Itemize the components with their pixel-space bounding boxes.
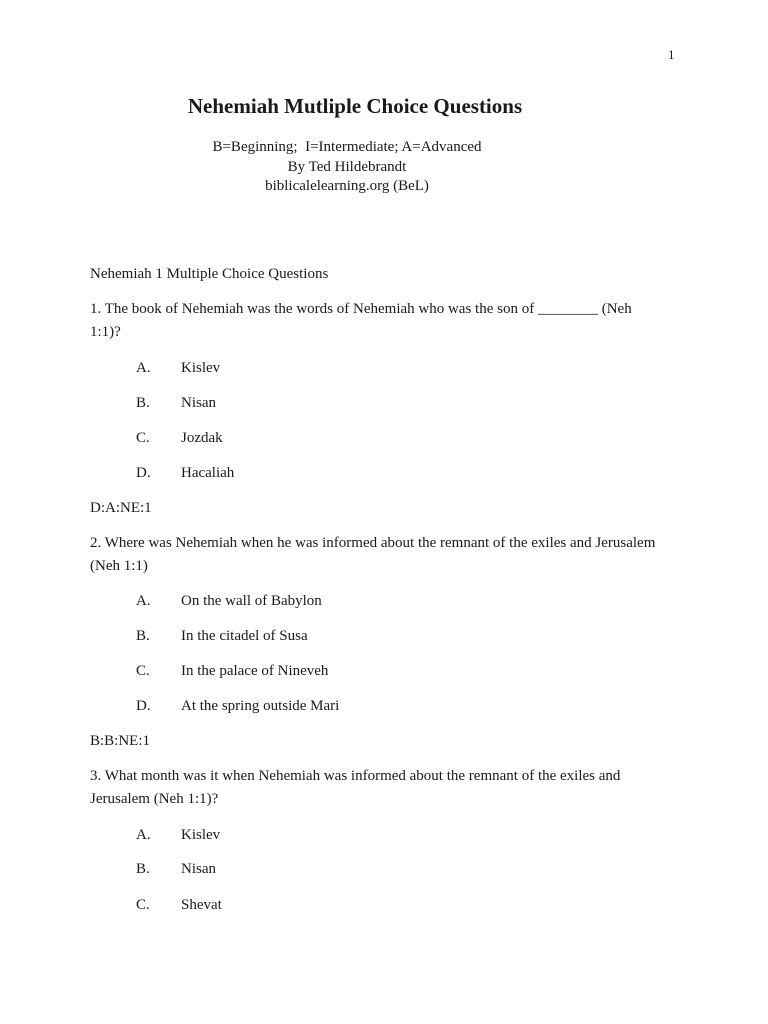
author-line: By Ted Hildebrandt <box>287 158 407 175</box>
option-text: In the palace of Nineveh <box>181 662 329 679</box>
option-text: Kislev <box>181 826 221 843</box>
question-2-text: 2. Where was Nehemiah when he was informed about the remnant of the exiles and Jerusalem (Neh 1:1) <box>90 535 656 574</box>
question-2-option-c <box>136 661 328 681</box>
option-letter: C. <box>136 896 150 913</box>
option-letter: A. <box>136 826 151 843</box>
page-number: 1 <box>668 47 675 62</box>
question-2-option-a <box>136 591 322 611</box>
option-text: Jozdak <box>181 429 223 446</box>
website-line: biblicalelearning.org (BeL) <box>265 178 429 194</box>
question-3-text: 3. What month was it when Nehemiah was informed about the remnant of the exiles and Jerusalem (Neh 1:1)? <box>90 768 621 807</box>
option-text: At the spring outside Mari <box>181 697 340 714</box>
question-1-text: 1. The book of Nehemiah was the words of Nehemiah who was the son of ________ (Neh 1:1)? <box>90 301 632 340</box>
section-heading: Nehemiah 1 Multiple Choice Questions <box>90 266 329 282</box>
option-text: Kislev <box>181 359 221 376</box>
option-letter: A. <box>136 359 151 376</box>
option-letter: B. <box>136 860 150 877</box>
option-letter: B. <box>136 394 150 411</box>
question-2-option-d <box>136 696 339 716</box>
option-text: Shevat <box>181 896 222 913</box>
question-1-answer-code: D:A:NE:1 <box>90 500 152 516</box>
option-letter: B. <box>136 627 150 644</box>
option-text: In the citadel of Susa <box>181 627 308 644</box>
header-info <box>0 138 694 197</box>
question-3-option-a <box>136 825 220 845</box>
option-letter: D. <box>136 464 151 481</box>
option-text: Nisan <box>181 860 216 877</box>
levels-key: B=Beginning; I=Intermediate; A=Advanced <box>212 139 482 155</box>
option-text: Nisan <box>181 394 216 411</box>
question-1-option-d <box>136 463 234 483</box>
question-1-option-b <box>136 393 216 413</box>
question-2-answer-code: B:B:NE:1 <box>90 733 151 749</box>
option-letter: C. <box>136 662 150 679</box>
option-text: Hacaliah <box>181 464 235 481</box>
question-3-option-c <box>136 895 222 915</box>
option-letter: A. <box>136 592 151 609</box>
document-title: Nehemiah Mutliple Choice Questions <box>187 94 523 118</box>
question-3-option-b <box>136 859 216 879</box>
question-1-option-c <box>136 428 223 448</box>
option-letter: D. <box>136 697 151 714</box>
option-letter: C. <box>136 429 150 446</box>
option-text: On the wall of Babylon <box>181 592 322 609</box>
question-2-option-b <box>136 626 308 646</box>
question-1-option-a <box>136 358 220 378</box>
